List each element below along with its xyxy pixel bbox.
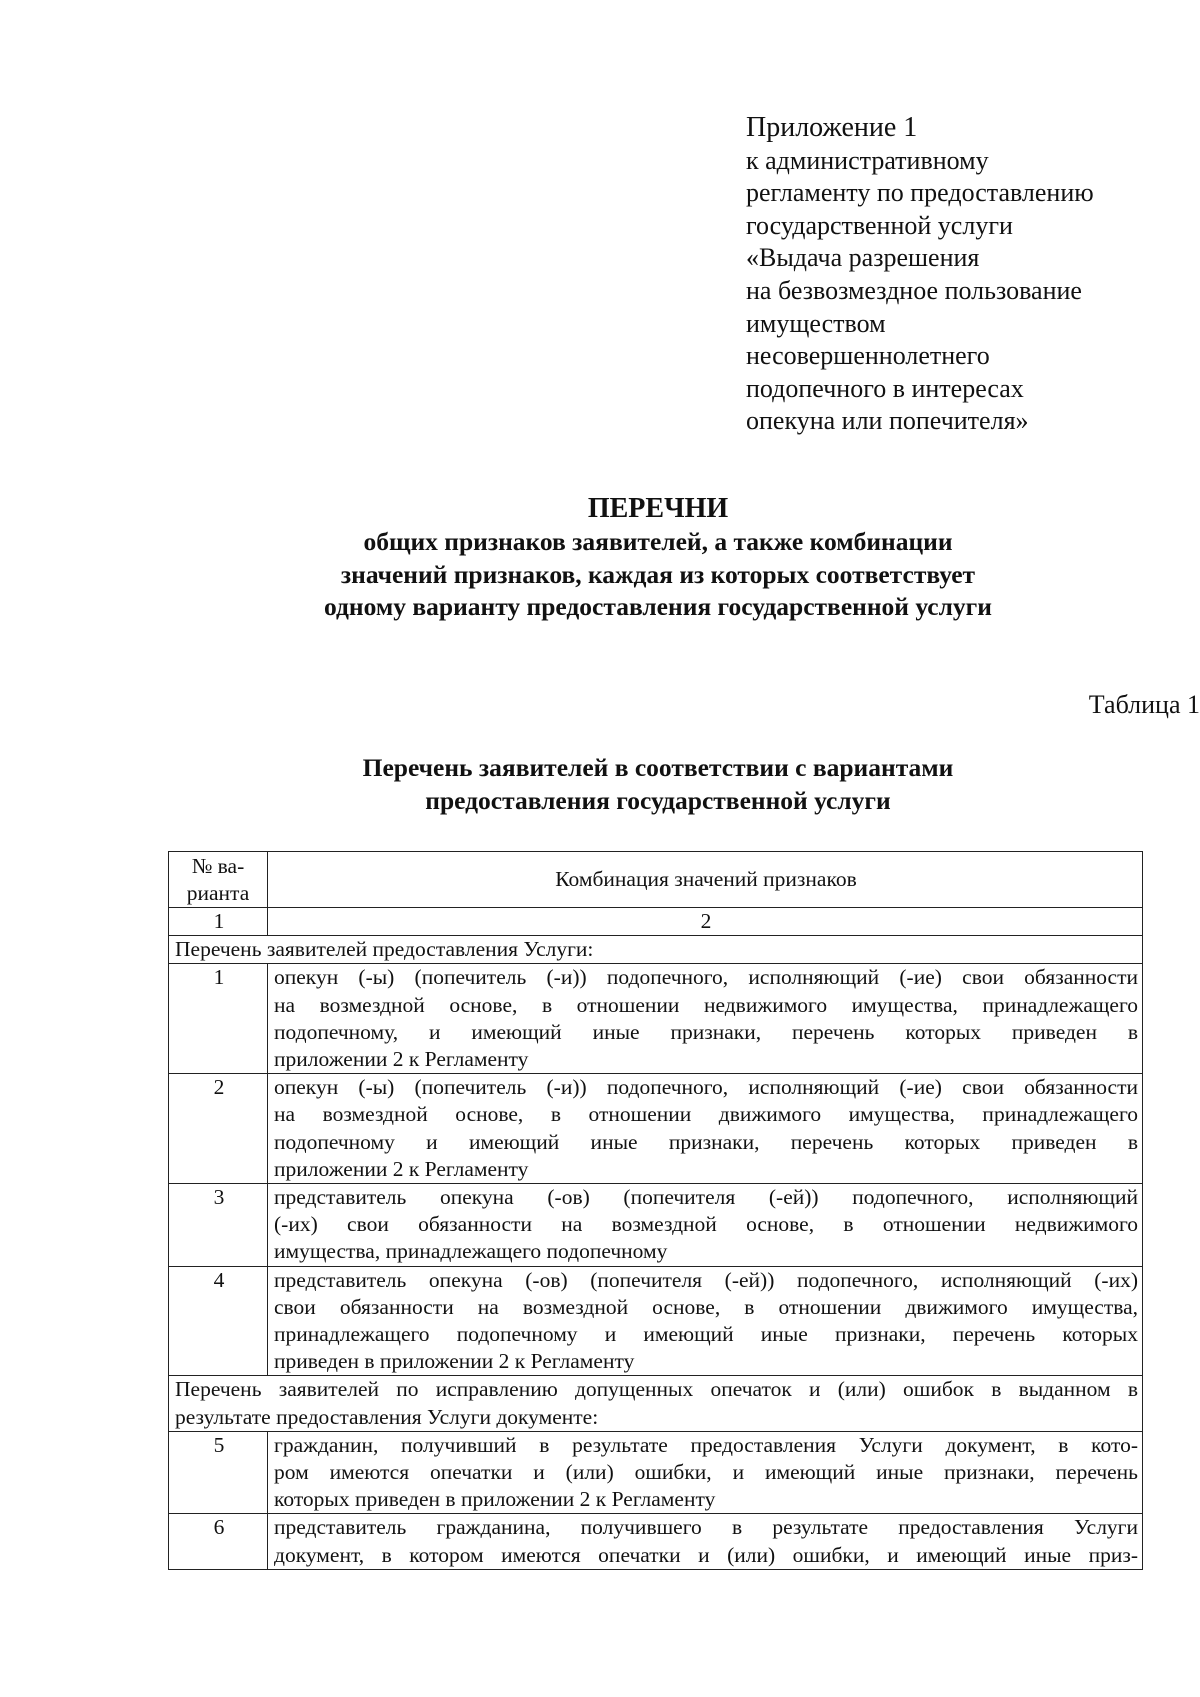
description-line: приложении 2 к Регламенту [274, 1156, 529, 1181]
section-row [169, 936, 1143, 964]
table-row [169, 964, 1143, 1074]
applicants-table [168, 851, 1143, 1570]
description-line: представитель гражданина, получившего в результате предоставления Услуги [274, 1515, 1138, 1540]
variant-description [268, 1431, 1143, 1514]
description-line: опекун (-ы) (попечитель (-и)) подопечного, исполняющий (-ие) свои обязанности [274, 1075, 1138, 1100]
description-line: документ, в котором имеются опечатки и (или) ошибки, и имеющий иные приз- [274, 1542, 1138, 1567]
heading-title: ПЕРЕЧНИ [587, 493, 729, 524]
description-line: представитель опекуна (-ов) (попечителя (-ей)) подопечного, исполняющий [274, 1185, 1138, 1210]
section-row [169, 1376, 1143, 1431]
description-line: свои обязанности на возмездной основе, в отношении движимого имущества, [274, 1294, 1138, 1319]
heading-line: значений признаков, каждая из которых соответствует [340, 559, 976, 589]
table-title-line: Перечень заявителей в соответствии с вариантами [362, 753, 954, 782]
appendix-line: подопечного в интересах [746, 373, 1024, 403]
description-line: гражданин, получивший в результате предоставления Услуги документ, в кото- [274, 1432, 1138, 1457]
table-label: Таблица 1 [1088, 690, 1200, 719]
description-line: ром имеются опечатки и (или) ошибки, и имеющий иные признаки, перечень [274, 1460, 1138, 1485]
description-line: представитель опекуна (-ов) (попечителя (-ей)) подопечного, исполняющий (-их) [274, 1267, 1138, 1292]
variant-description [268, 1266, 1143, 1376]
variant-description [268, 1074, 1143, 1184]
appendix-line: к административному [746, 145, 989, 175]
description-line: подопечному и имеющий иные признаки, перечень которых приведен в [274, 1129, 1138, 1154]
variant-number: 6 [169, 1514, 268, 1569]
variant-description [268, 1514, 1143, 1569]
header-combination: Комбинация значений признаков [268, 852, 1143, 908]
header-line: № ва- [191, 854, 245, 878]
description-line: приведен в приложении 2 к Регламенту [274, 1349, 635, 1374]
section-line: результате предоставления Услуги документе: [175, 1404, 599, 1429]
column-number: 1 [169, 908, 268, 936]
variant-number: 5 [169, 1431, 268, 1514]
variant-description [268, 1184, 1143, 1267]
appendix-line: Приложение 1 [746, 112, 918, 143]
description-line: на возмездной основе, в отношении движимого имущества, принадлежащего [274, 1102, 1138, 1127]
heading-line: одному варианту предоставления государственной услуги [324, 592, 992, 621]
variant-number: 1 [169, 964, 268, 1074]
appendix-line: опекуна или попечителя» [746, 406, 1029, 436]
variant-number: 3 [169, 1184, 268, 1267]
table-row [169, 1514, 1143, 1569]
description-line: на возмездной основе, в отношении недвижимого имущества, принадлежащего [274, 992, 1138, 1017]
table-title-line: предоставления государственной услуги [425, 785, 891, 815]
appendix-line: на безвозмездное пользование [746, 275, 1082, 305]
variant-number: 2 [169, 1074, 268, 1184]
variant-number: 4 [169, 1266, 268, 1376]
column-number-row [169, 908, 1143, 936]
appendix-line: «Выдача разрешения [746, 243, 980, 273]
variant-description [268, 964, 1143, 1074]
description-line: подопечному, и имеющий иные признаки, перечень которых приведен в [274, 1019, 1138, 1044]
appendix-line: имуществом [746, 308, 886, 338]
document-heading [0, 492, 1200, 624]
section-title [169, 1376, 1143, 1431]
section-title: Перечень заявителей предоставления Услуги: [169, 936, 1143, 964]
description-line: принадлежащего подопечному и имеющий иные признаки, перечень которых [274, 1322, 1138, 1347]
description-line: которых приведен в приложении 2 к Регламенту [274, 1487, 716, 1512]
table-row [169, 1266, 1143, 1376]
table-row [169, 1074, 1143, 1184]
column-number: 2 [268, 908, 1143, 936]
table-row [169, 1431, 1143, 1514]
heading-line: общих признаков заявителей, а также комбинации [363, 527, 953, 556]
section-line: Перечень заявителей по исправлению допущенных опечаток и (или) ошибок в выданном в [175, 1377, 1138, 1402]
description-line: (-их) свои обязанности на возмездной основе, в отношении недвижимого [274, 1212, 1138, 1237]
description-line: имущества, принадлежащего подопечному [274, 1239, 668, 1264]
header-variant-number [169, 852, 268, 908]
table-row [169, 1184, 1143, 1267]
header-line: рианта [186, 881, 250, 905]
appendix-block [746, 112, 1166, 438]
description-line: приложении 2 к Регламенту [274, 1047, 529, 1072]
table-title [0, 752, 1200, 817]
appendix-line: регламенту по предоставлению [746, 178, 1094, 208]
appendix-line: несовершеннолетнего [746, 341, 990, 371]
appendix-line: государственной услуги [746, 210, 1013, 240]
table-header-row [169, 852, 1143, 908]
description-line: опекун (-ы) (попечитель (-и)) подопечного, исполняющий (-ие) свои обязанности [274, 965, 1138, 990]
